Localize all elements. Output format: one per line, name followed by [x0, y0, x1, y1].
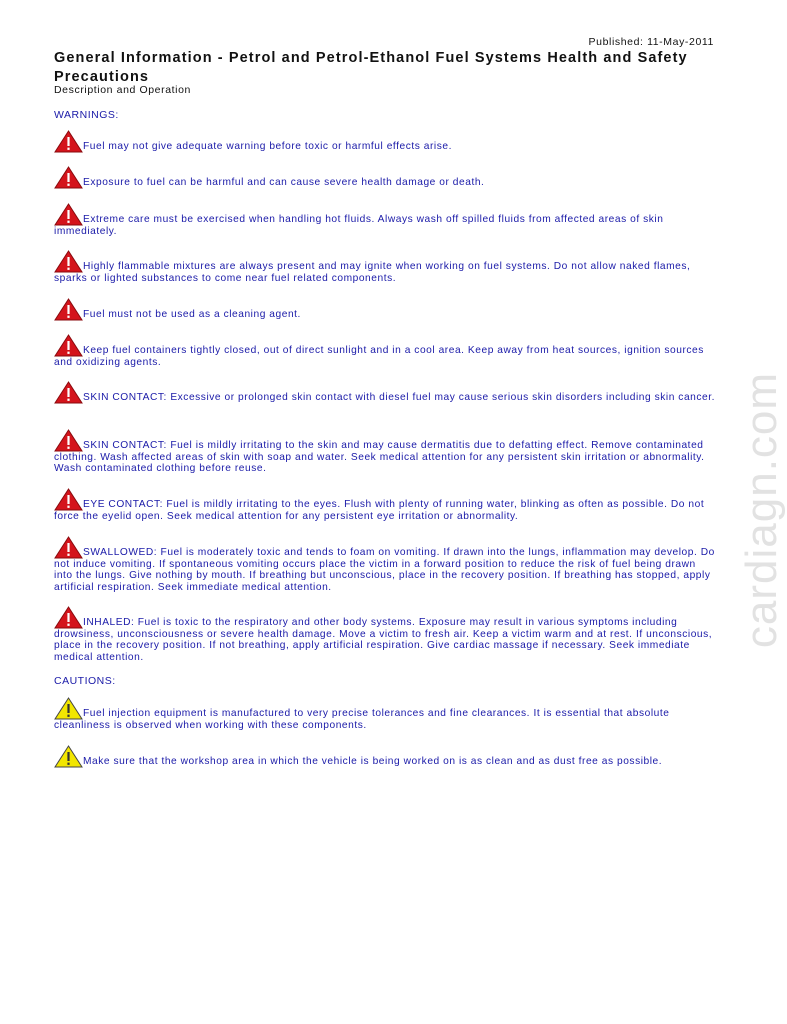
warning-icon: [54, 250, 83, 273]
warning-icon: [54, 298, 83, 321]
warning-item: [54, 166, 716, 189]
warning-icon: [54, 488, 83, 511]
warning-icon: [54, 536, 83, 559]
warning-item: [54, 250, 716, 284]
warning-icon: [54, 429, 83, 452]
warning-item: [54, 298, 716, 321]
warning-item: [54, 606, 716, 663]
cautions-label: CAUTIONS:: [54, 675, 116, 687]
caution-item: [54, 697, 716, 731]
caution-text: Fuel injection equipment is manufactured to very precise tolerances and fine clearances. It is essential that absolute cleanliness is observed when working with these components.: [54, 708, 670, 731]
warning-text: Fuel may not give adequate warning before toxic or harmful effects arise.: [83, 141, 452, 152]
caution-text: Make sure that the workshop area in which the vehicle is being worked on is as clean and as dust free as possible.: [83, 756, 663, 767]
warning-icon: [54, 334, 83, 357]
warning-item: [54, 203, 716, 237]
watermark: cardiagn.com: [737, 371, 786, 649]
caution-icon: [54, 745, 83, 768]
warnings-label: WARNINGS:: [54, 109, 119, 121]
warning-text: SKIN CONTACT: Fuel is mildly irritating to the skin and may cause dermatitis due to defatting effect. Remove contaminated clothing. Wash affected areas of skin with soap and water. Seek medical attention for any persistent skin irritation or abnormality. Wash contaminated clothing before reuse.: [54, 440, 705, 475]
warning-item: [54, 130, 716, 153]
warning-text: EYE CONTACT: Fuel is mildly irritating to the eyes. Flush with plenty of running water, blinking as often as possible. Do not force the eyelid open. Seek medical attention for any persistent eye irritation or abnormality.: [54, 499, 705, 522]
caution-icon: [54, 697, 83, 720]
warning-item: [54, 536, 716, 593]
caution-item: [54, 745, 716, 768]
published-date: Published: 11-May-2011: [588, 36, 714, 48]
warning-item: [54, 381, 716, 404]
warning-text: Exposure to fuel can be harmful and can cause severe health damage or death.: [83, 177, 485, 188]
warning-item: [54, 488, 716, 522]
warning-icon: [54, 381, 83, 404]
warning-item: [54, 334, 716, 368]
warning-text: Extreme care must be exercised when handling hot fluids. Always wash off spilled fluids from affected areas of skin immediately.: [54, 214, 664, 237]
warning-text: Highly flammable mixtures are always present and may ignite when working on fuel systems. Do not allow naked flames, sparks or lighted substances to come near fuel related components.: [54, 261, 691, 284]
warning-text: SKIN CONTACT: Excessive or prolonged skin contact with diesel fuel may cause serious skin disorders including skin cancer.: [83, 392, 715, 403]
warning-text: Fuel must not be used as a cleaning agent.: [83, 309, 301, 320]
warning-text: Keep fuel containers tightly closed, out of direct sunlight and in a cool area. Keep away from heat sources, ignition sources and oxidizing agents.: [54, 345, 704, 368]
warning-icon: [54, 606, 83, 629]
warning-text: SWALLOWED: Fuel is moderately toxic and tends to foam on vomiting. If drawn into the lungs, inflammation may develop. Do not induce vomiting. If spontaneous vomiting occurs place the victim in a forward position to reduce the risk of fuel being drawn into the lungs. Give nothing by mouth. If breathing but unconscious, place in the recovery position. If breathing has stopped, apply artificial respiration. Seek immediate medical attention.: [54, 547, 715, 593]
warning-icon: [54, 203, 83, 226]
page-subtitle: Description and Operation: [54, 84, 191, 96]
page-title: General Information - Petrol and Petrol-Ethanol Fuel Systems Health and Safety Precautions: [54, 50, 688, 85]
warning-icon: [54, 166, 83, 189]
warning-text: INHALED: Fuel is toxic to the respiratory and other body systems. Exposure may result in various symptoms including drowsiness, unconsciousness or severe health damage. Move a victim to fresh air. Keep a victim warm and at rest. If unconscious, place in the recovery position. If not breathing, apply artificial respiration. Give cardiac massage if necessary. Seek immediate medical attention.: [54, 617, 713, 663]
warning-icon: [54, 130, 83, 153]
warning-item: [54, 429, 716, 475]
